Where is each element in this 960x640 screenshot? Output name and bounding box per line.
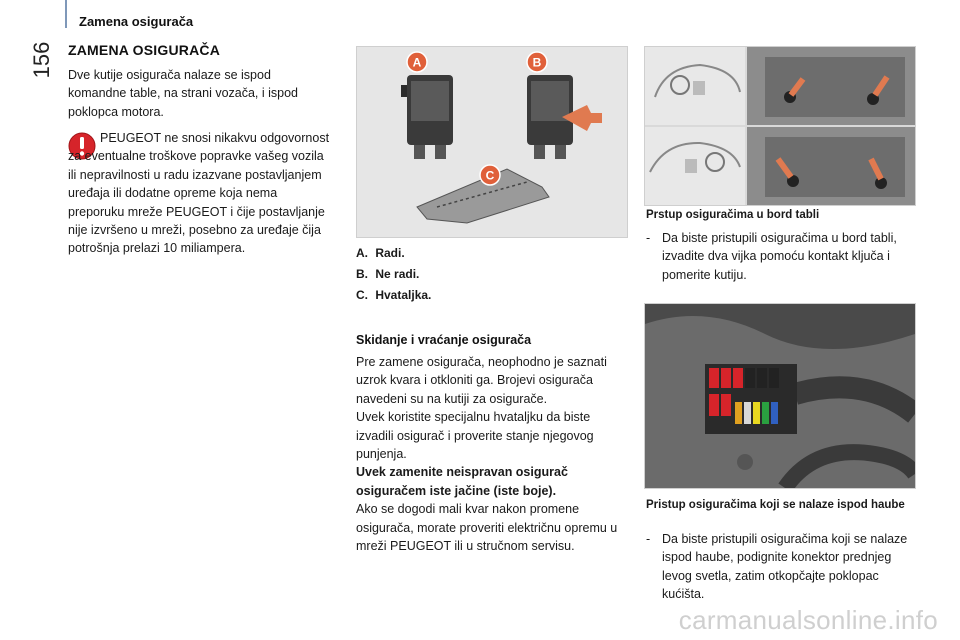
fuse-a [401,75,453,159]
dashboard-illustration [645,47,915,205]
engine-instruction: Da biste pristupili osiguračima koji se nalaze ispod haube, podignite konektor prednjeg levog svetla, zatim otkopčajte poklopac kućišta. [662,532,908,602]
engine-illustration [645,304,915,488]
removal-p3: Uvek zamenite neispravan osigurač osiguračem iste jačine (iste boje). [356,465,568,498]
fuse-types-illustration [356,46,628,238]
removal-instructions [356,353,628,555]
badge-c [480,165,500,185]
label-c-letter: C. [356,288,368,302]
removal-p1: Pre zamene osigurača, neophodno je saznati uzrok kvara i otkloniti ga. Brojevi osigurača navedeni su na kutiji za osigurače. [356,355,607,406]
dash-1: - [646,231,651,245]
fuse-box [705,364,797,434]
section-subtitle: Skidanje i vraćanje osigurača [356,333,532,347]
label-a-letter: A. [356,246,368,260]
fuse-b [527,75,602,159]
page-number: 156 [29,41,54,79]
badge-c-text: C [485,168,495,183]
label-a-text: Radi. [375,246,405,260]
engine-fuse-illustration [644,303,916,489]
dash-2: - [646,532,651,546]
intro-paragraph: Dve kutije osigurača nalaze se ispod komandne table, na strani vozača, i ispod poklopca motora. [68,68,298,119]
fuse-illustration [357,47,627,237]
warning-text: PEUGEOT ne snosi nikakvu odgovornost za eventualne troškove popravke vašeg vozila ili nepravilnosti u radu izazvane postavljanjem uređaja ili dodatne opreme koja nema preporuku mreže PEUGEOT i čije postavljanje nije izvršeno u mreži, posebno za uređaje čija potrošnja prelazi 10 miliampera. [68,131,330,256]
label-a [356,244,405,262]
removal-p4: Ako se dogodi mali kvar nakon promene osigurača, morate proveriti električnu opremu u mreži PEUGEOT ili u stručnom servisu. [356,502,618,554]
caption-engine: Pristup osiguračima koji se nalaze ispod haube [646,499,905,511]
section-header: Zamena osigurača [79,14,194,29]
label-c-text: Hvataljka. [375,288,432,302]
label-b-text: Ne radi. [375,267,420,281]
badge-b [527,52,547,72]
dashboard-instruction: Da biste pristupili osiguračima u bord tabli, izvadite dva vijka pomoću kontakt ključa i pomerite kutiju. [662,231,897,282]
badge-b-text: B [532,55,542,70]
label-c [356,286,431,304]
label-b-letter: B. [356,267,368,281]
badge-a [407,52,427,72]
dashboard-fuse-illustration [644,46,916,206]
removal-p2: Uvek koristite specijalnu hvataljku da biste izvadili osigurač i proverite stanje njegovog punjenja. [356,410,594,462]
caption-dashboard: Prstup osiguračima u bord tabli [646,209,820,221]
label-b [356,265,419,283]
watermark: carmanualsonline.info [678,605,938,635]
page-title: ZAMENA OSIGURAČA [68,42,221,58]
badge-a-text: A [412,55,422,70]
header-accent-bar [65,0,67,28]
